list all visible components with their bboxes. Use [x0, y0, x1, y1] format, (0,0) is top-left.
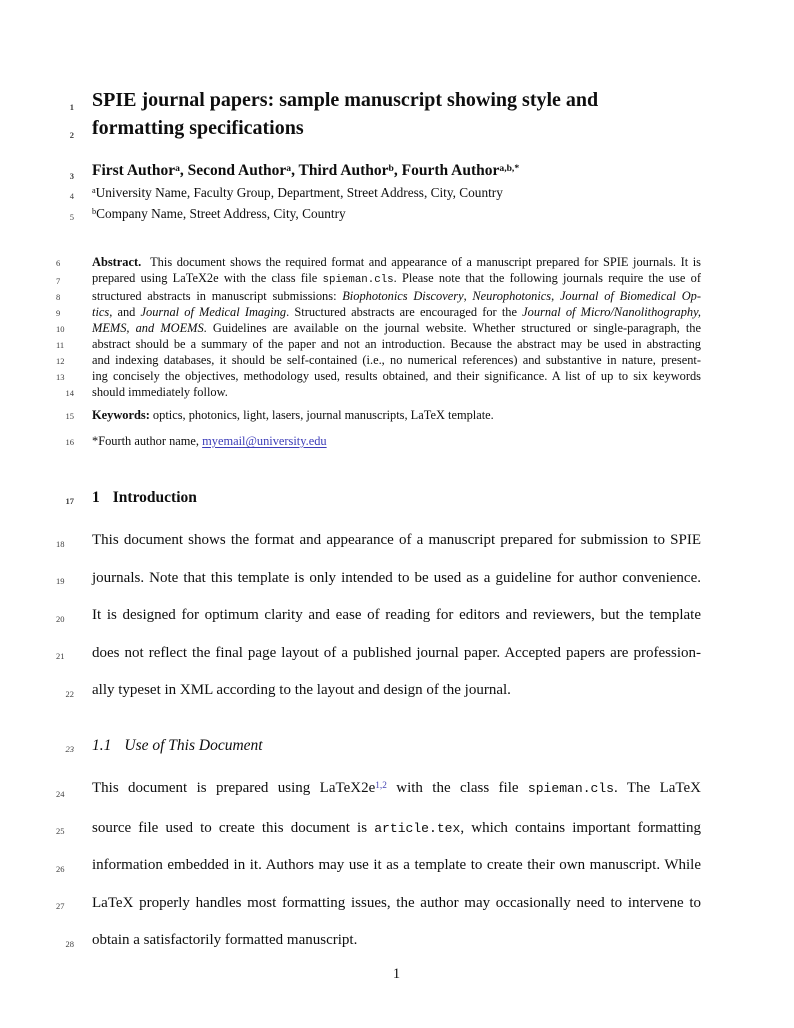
text-run: . Structured abstracts are encouraged for the	[286, 305, 523, 319]
email-link[interactable]: myemail@university.edu	[202, 434, 327, 448]
text-run: structured abstracts in manuscript submissions:	[92, 289, 343, 303]
line-number: 23	[65, 743, 74, 754]
abstract-line	[56, 336, 701, 352]
text-run: abstract should be a summary of the paper and not an introduction. Because the abstract may be used in abstracting	[92, 337, 701, 351]
line-number: 20	[56, 613, 65, 624]
text-run: Journal of Micro/Nanolithography,	[522, 305, 702, 319]
line-number: 2	[69, 129, 74, 140]
line-number: 24	[56, 788, 65, 799]
abstract-text	[92, 385, 228, 399]
body-line	[56, 530, 701, 551]
line-number: 4	[69, 191, 74, 201]
text-run: . Please note that the following journals require the use of	[393, 271, 701, 285]
text-run: ,	[551, 289, 560, 303]
line-number: 1	[69, 101, 74, 112]
text-run: ,	[463, 289, 473, 303]
page-number	[92, 965, 701, 983]
text-run: , Third Author	[291, 162, 389, 179]
author-names	[92, 162, 519, 179]
text-run: b	[388, 162, 394, 174]
body-text	[92, 570, 701, 586]
abstract-text	[92, 369, 701, 383]
text-run: spieman.cls	[322, 274, 394, 286]
text-run: . Guidelines are available on the journal website. Whether structured or single-paragraph, the	[203, 321, 701, 335]
affiliation-line-b	[69, 205, 701, 225]
body-line	[56, 818, 701, 839]
abstract-text	[92, 289, 701, 303]
text-run: a	[286, 162, 292, 174]
text-run: a,b,*	[499, 162, 520, 174]
line-number: 27	[56, 901, 65, 911]
text-run: should immediately follow.	[92, 385, 228, 399]
body-text	[92, 820, 701, 836]
line-number: 28	[65, 938, 74, 949]
text-run: article.tex	[374, 820, 461, 836]
paper-title-line-1	[69, 86, 701, 114]
body-line	[56, 893, 701, 914]
abstract-text	[92, 305, 701, 319]
text-run: Use of This Document	[124, 737, 263, 754]
text-run: This document shows the required format and appearance of a manuscript prepared for SPIE journals. It is	[141, 255, 701, 269]
text-run: information embedded in it. Authors may use it as a template to create their own manuscript. While	[92, 857, 701, 873]
text-run: This document is prepared using LaTeX2e	[92, 780, 376, 796]
text-run: , and	[109, 305, 141, 319]
line-number: 19	[56, 576, 65, 586]
page-number-text: 1	[392, 966, 401, 982]
section-heading-text	[92, 489, 197, 506]
paper-title-text	[92, 89, 598, 111]
text-run: LaTeX properly handles most formatting issues, the author may occasionally need to intervene to	[92, 894, 701, 911]
text-run: prepared using LaTeX2e with the class file	[92, 271, 323, 285]
text-run: ally typeset in XML according to the layout and design of the journal.	[92, 682, 511, 698]
affiliation-text	[92, 206, 346, 221]
text-run: does not reflect the final page layout of a published journal paper. Accepted papers are profession-	[92, 644, 701, 661]
text-run: Journal of Biomedical Op-	[559, 289, 701, 303]
line-number: 15	[65, 410, 74, 421]
body-text	[92, 895, 701, 911]
body-line	[56, 568, 701, 589]
text-run: a	[175, 162, 180, 174]
body-text	[92, 682, 511, 698]
abstract-text	[92, 255, 701, 269]
text-run: a	[92, 186, 96, 196]
text-run: , which contains important formatting	[460, 819, 701, 836]
line-number: 22	[65, 688, 74, 699]
line-number: 8	[56, 291, 61, 302]
text-run: source file used to create this document is	[92, 819, 375, 836]
body-line	[56, 855, 701, 876]
line-number: 25	[56, 826, 65, 836]
body-text	[92, 780, 701, 796]
abstract-line	[56, 288, 701, 304]
text-run: tics	[92, 305, 110, 319]
line-number: 5	[69, 211, 74, 222]
line-number: 26	[56, 863, 65, 874]
contact-line	[65, 433, 701, 449]
line-number: 11	[56, 339, 65, 350]
line-number: 14	[65, 387, 74, 398]
text-run: Journal of Medical Imaging	[140, 305, 287, 319]
text-run: Company Name, Street Address, City, Country	[96, 205, 346, 221]
text-run: 1.1	[92, 737, 112, 754]
line-number: 16	[65, 436, 74, 447]
abstract-line	[56, 254, 701, 270]
citation-link[interactable]: 1,2	[375, 780, 387, 791]
body-line	[56, 605, 701, 626]
line-number: 21	[56, 651, 65, 661]
text-run: . The LaTeX	[614, 780, 701, 796]
line-number: 17	[65, 495, 74, 506]
affiliation-text	[92, 185, 503, 200]
text-run: SPIE journal papers: sample manuscript showing style and	[92, 89, 599, 111]
line-number: 9	[56, 307, 61, 318]
text-run: It is designed for optimum clarity and ease of reading for editors and reviewers, but the template	[92, 607, 701, 623]
text-run: *Fourth author name,	[92, 434, 203, 448]
body-line	[65, 680, 701, 701]
text-run: This document shows the format and appearance of a manuscript prepared for submission to SPIE	[92, 532, 701, 548]
affiliation-line-a	[69, 184, 701, 204]
text-run: optics, photonics, light, lasers, journal manuscripts, LaTeX template.	[149, 408, 494, 422]
text-run: University Name, Faculty Group, Department, Street Address, City, Country	[95, 185, 503, 200]
keywords-text	[92, 408, 494, 422]
text-run: ing concisely the objectives, methodology used, results obtained, and their significance. A list of up to six keywords	[92, 369, 701, 383]
text-run: , Second Author	[179, 162, 287, 179]
section-heading-introduction	[65, 487, 701, 508]
text-run: obtain a satisfactorily formatted manuscript.	[92, 932, 358, 948]
abstract-line	[65, 384, 701, 400]
subsection-heading-use-of-this-document	[65, 735, 701, 756]
text-run: Introduction	[112, 489, 197, 506]
line-number: 12	[56, 355, 65, 366]
author-line	[69, 161, 701, 183]
abstract-line	[56, 352, 701, 368]
line-number: 13	[56, 371, 65, 382]
line-number: 7	[56, 275, 61, 286]
subsection-heading-text	[92, 737, 263, 754]
text-run: formatting specifications	[92, 117, 304, 139]
body-text	[92, 645, 701, 661]
abstract-line	[56, 270, 701, 288]
body-text	[92, 932, 357, 948]
body-line	[56, 778, 701, 801]
body-text	[92, 532, 701, 548]
text-run: Neurophotonics	[472, 289, 552, 303]
text-run: 1	[92, 489, 100, 506]
abstract-text	[92, 271, 701, 285]
abstract-line	[56, 304, 702, 320]
line-number: 10	[56, 323, 65, 334]
body-line	[56, 643, 701, 664]
text-run: Keywords:	[92, 408, 150, 422]
line-number: 18	[56, 538, 65, 549]
text-run: b	[92, 206, 97, 216]
page-content	[56, 86, 702, 983]
text-run: Abstract.	[92, 255, 142, 269]
line-number: 6	[56, 257, 61, 268]
paper-title-text	[92, 117, 304, 139]
text-run: with the class file	[386, 780, 528, 796]
text-run: MEMS, and MOEMS	[92, 321, 204, 335]
abstract-text	[92, 353, 701, 367]
abstract-line	[56, 368, 701, 384]
text-run: and indexing databases, it should be self-contained (i.e., no numerical references) and substantive in nature, present-	[92, 353, 701, 367]
abstract-line	[56, 320, 701, 336]
abstract-text	[92, 337, 701, 351]
contact-text	[92, 434, 327, 448]
keywords-line	[65, 407, 701, 423]
abstract-text	[92, 321, 701, 335]
text-run: journals. Note that this template is only intended to be used as a guideline for author convenience.	[92, 569, 701, 586]
paper-title-line-2	[69, 114, 701, 142]
text-run: First Author	[92, 162, 176, 179]
body-text	[92, 607, 701, 623]
body-text	[92, 857, 701, 873]
text-run: Biophotonics Discovery	[342, 289, 464, 303]
text-run: spieman.cls	[527, 781, 615, 796]
line-number: 3	[69, 170, 74, 181]
text-run: , Fourth Author	[393, 162, 500, 179]
body-line	[65, 930, 701, 951]
